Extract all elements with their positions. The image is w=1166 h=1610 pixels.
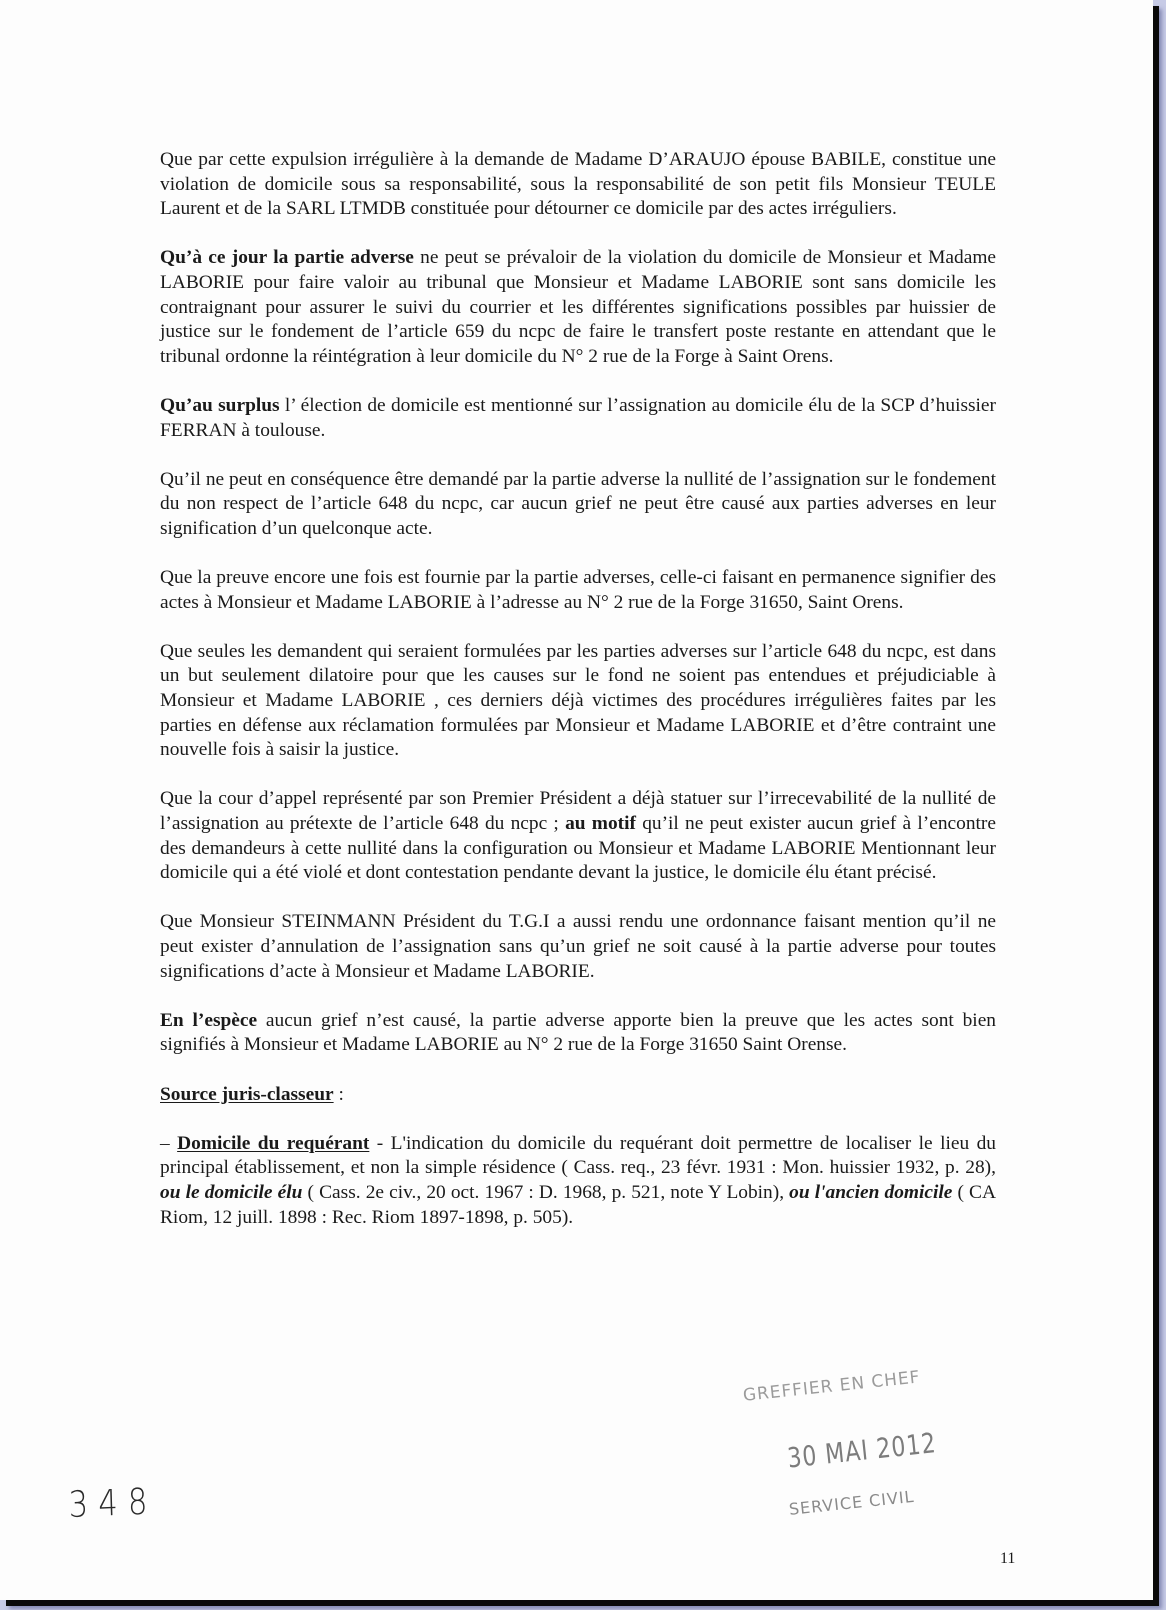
page-number: 11 <box>1000 1550 1016 1567</box>
stamp-greffier: GREFFIER EN CHEF <box>742 1367 922 1406</box>
source-entry-text: ( Cass. 2e civ., 20 oct. 1967 : D. 1968, p. 521, note Y Lobin), <box>302 1181 790 1203</box>
paragraph-partie-adverse <box>160 246 996 369</box>
paragraph-lead-bold: En l’espèce <box>160 1009 258 1031</box>
source-entry-emphasis: ou l'ancien domicile <box>789 1181 953 1203</box>
paragraph-text: Que par cette expulsion irrégulière à la demande de Madame D’ARAUJO épouse BABILE, constitue une violation de domicile sous sa responsabilité, sous la responsabilité de son petit fils Monsieur TEULE Laurent et de la SARL LTMDB constituée pour détourner ce domicile par des actes irréguliers. <box>160 149 996 220</box>
source-heading-label: Source juris-classeur <box>160 1083 334 1105</box>
paragraph-text: l’ élection de domicile est mentionné sur l’assignation au domicile élu de la SCP d’huissier FERRAN à toulouse. <box>160 394 997 441</box>
paragraph-mid-bold: au motif <box>565 813 636 835</box>
handwritten-page-number: 348 <box>68 1481 159 1526</box>
paragraph-text: ne peut se prévaloir de la violation du domicile de Monsieur et Madame LABORIE pour faire valoir au tribunal que Monsieur et Madame LABORIE sont sans domicile les contraignant pour assurer le suivi du courrier et les différentes significations possibles par huissier de justice sur le fondement de l’article 659 du ncpc de faire le transfert poste restante en attendant que le tribunal ordonne la réintégration à leur domicile du N° 2 rue de la Forge à Saint Orens. <box>160 247 997 367</box>
paragraph-lead-bold: Qu’au surplus <box>160 394 280 416</box>
paragraph-preuve <box>160 566 996 615</box>
stamp-service-civil: SERVICE CIVIL <box>788 1486 916 1519</box>
source-entry-term: Domicile du requérant <box>177 1132 370 1154</box>
paragraph-steinmann <box>160 910 996 984</box>
paragraph-consequence <box>160 468 996 542</box>
paragraph-cour-appel <box>160 787 996 885</box>
paragraph-expulsion <box>160 148 996 222</box>
source-entry-domicile <box>160 1132 996 1230</box>
paragraph-text: Que la preuve encore une fois est fournie par la partie adverses, celle-ci faisant en permanence signifier des actes à Monsieur et Madame LABORIE à l’adresse au N° 2 rue de la Forge 31650, Saint Orens. <box>160 567 996 613</box>
paragraph-text: aucun grief n’est causé, la partie adverse apporte bien la preuve que les actes sont bien signifiés à Monsieur et Madame LABORIE au N° 2 rue de la Forge 31650 Saint Orense. <box>160 1009 996 1056</box>
stamp-date: 30 MAI 2012 <box>786 1428 938 1476</box>
paragraph-surplus <box>160 394 996 443</box>
paragraph-espece <box>160 1009 996 1058</box>
document-body <box>160 148 996 1255</box>
paragraph-text: qu’il ne peut exister aucun grief à l’encontre des demandeurs à cette nullité dans la configuration ou Monsieur et Madame LABORIE Mentionnant leur domicile qui a été violé et dont contestation pendante devant la justice, le domicile élu étant précisé. <box>160 813 996 884</box>
source-heading <box>160 1083 996 1108</box>
source-entry-text: ( CA Riom, 12 juill. 1898 : Rec. Riom 1897-1898, p. 505). <box>160 1181 996 1228</box>
paragraph-text: Que la cour d’appel représenté par son Premier Président a déjà statuer sur l’irrecevabilité de la nullité de l’assignation au prétexte de l’article 648 du ncpc ; <box>160 788 996 835</box>
paragraph-text: Qu’il ne peut en conséquence être demandé par la partie adverse la nullité de l’assignation sur le fondement du non respect de l’article 648 du ncpc, car aucun grief ne peut être causé aux parties adverses en leur signification d’un quelconque acte. <box>160 468 996 539</box>
paragraph-text: Que Monsieur STEINMANN Président du T.G.I a aussi rendu une ordonnance faisant mention qu’il ne peut exister d’annulation de l’assignation sans qu’un grief ne soit causé à la partie adverse pour toutes significations d’acte à Monsieur et Madame LABORIE. <box>160 911 996 982</box>
paragraph-dilatoire <box>160 640 996 763</box>
source-entry-text: - L'indication du domicile du requérant doit permettre de localiser le lieu du principal établissement, et non la simple résidence ( Cass. req., 23 févr. 1931 : Mon. huissier 1932, p. 28), <box>160 1132 996 1179</box>
paragraph-lead-bold: Qu’à ce jour la partie adverse <box>160 247 414 269</box>
paragraph-text: Que seules les demandent qui seraient formulées par les parties adverses sur l’article 648 du ncpc, est dans un but seulement dilatoire pour que les causes sur le fond ne soient pas entendues et préjudiciable à Monsieur et Madame LABORIE , ces derniers déjà victimes des procédures irrégulières faites par les parties en défense aux réclamation formulées par Monsieur et Madame LABORIE et d’être contraint une nouvelle fois à saisir la justice. <box>160 640 996 761</box>
source-entry-emphasis: ou le domicile élu <box>160 1181 303 1203</box>
source-heading-suffix: : <box>333 1083 344 1105</box>
source-entry-dash: – <box>160 1132 178 1154</box>
